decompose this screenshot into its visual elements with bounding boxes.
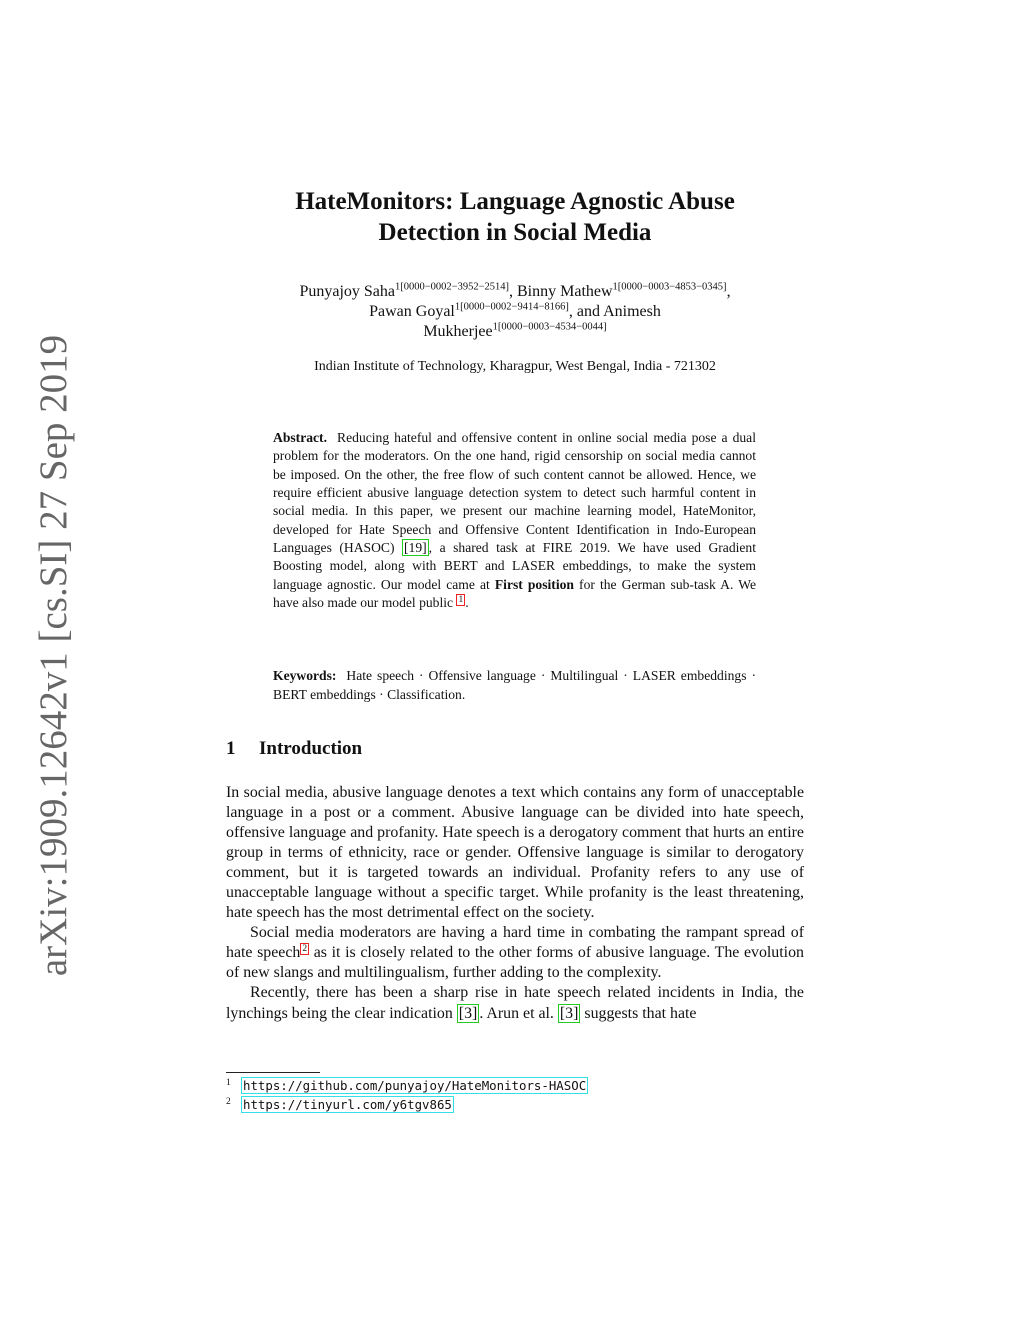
abstract-emphasis: First position xyxy=(494,576,574,592)
author-line-1 xyxy=(226,282,804,302)
title-line-2: Detection in Social Media xyxy=(378,219,652,246)
footnote-url-link[interactable]: https://github.com/punyajoy/HateMonitors-HASOC xyxy=(243,1078,587,1093)
paragraph xyxy=(226,983,804,1023)
citation-link[interactable]: [3] xyxy=(559,1004,579,1022)
abstract-text: Reducing hateful and offensive content in online social media pose a dual problem for the moderators. On the one hand, rigid censorship on social media cannot be imposed. On the other, the free flow of such content cannot be allowed. Hence, we require efficient abusive language detection system to detect such harmful content in social media. In this paper, we present our machine learning model, HateMonitor, developed for Hate Speech and Offensive Content Identification in Indo-European Languages (HASOC) xyxy=(273,430,756,556)
footnote-link[interactable]: 1 xyxy=(458,594,464,605)
author-name: Punyajoy Saha xyxy=(299,283,395,300)
keywords-label: Keywords: xyxy=(273,668,337,683)
paragraph: In social media, abusive language denotes a text which contains any form of unacceptable language in a post or a comment. Abusive language can be divided into hate speech, offensive language and profanity. Hate speech is a derogatory comment that hurts an entire group in terms of ethnicity, race or gender. Offensive language is similar to derogatory comment, but it is targeted towards an individual. Profanity refers to any use of unacceptable language without a specific target. While profanity is the least threatening, hate speech has the most detrimental effect on the society. xyxy=(226,784,804,922)
abstract-text: for the German sub-task A. We have also made our model public xyxy=(273,576,756,611)
citation-link[interactable]: [3] xyxy=(458,1004,478,1022)
keywords-text: Hate speech · Offensive language · Multilingual · LASER embeddings · BERT embeddings · Classification. xyxy=(273,668,756,702)
paragraph-text: Recently, there has been a sharp rise in hate speech related incidents in India, the lynchings being the clear indication xyxy=(226,984,804,1022)
section-number: 1 xyxy=(226,738,236,759)
author-orcid: 1[0000−0003−4534−0044] xyxy=(492,321,607,333)
title-line-1: HateMonitors: Language Agnostic Abuse xyxy=(295,188,735,215)
author-orcid: 1[0000−0002−3952−2514] xyxy=(394,281,509,293)
section-title: Introduction xyxy=(259,738,363,759)
abstract-label: Abstract. xyxy=(273,430,327,445)
author-name: Pawan Goyal xyxy=(369,303,455,320)
abstract xyxy=(273,429,756,612)
footnote-number: 2 xyxy=(226,1097,231,1107)
author-orcid: 1[0000−0003−4853−0345] xyxy=(612,281,727,293)
author-line-2 xyxy=(226,302,804,322)
author-orcid: 1[0000−0002−9414−8166] xyxy=(454,301,569,313)
footnote-number: 1 xyxy=(226,1078,231,1088)
paragraph-text: . Arun et al. xyxy=(479,1004,558,1022)
paragraph-text: suggests that hate xyxy=(580,1004,697,1022)
author-list xyxy=(226,282,804,342)
footnote-link[interactable]: 2 xyxy=(302,944,308,955)
author-name: Mukherjee xyxy=(423,323,493,340)
body-text xyxy=(226,783,804,1024)
paper-title xyxy=(240,186,790,248)
author-separator: , and Animesh xyxy=(568,303,661,320)
author-line-3 xyxy=(226,322,804,342)
paragraph-text: as it is closely related to the other forms of abusive language. The evolution of new slangs and multilingualism, further adding to the complexity. xyxy=(226,944,804,982)
abstract-text: . xyxy=(465,595,469,611)
keywords xyxy=(273,667,756,704)
paragraph xyxy=(226,923,804,983)
footnote xyxy=(226,1096,804,1115)
paragraph-text: Social media moderators are having a hard time in combating the rampant spread of hate speech xyxy=(226,924,804,962)
citation-link[interactable]: [19] xyxy=(404,540,427,556)
footnote-url-link[interactable]: https://tinyurl.com/y6tgv865 xyxy=(243,1097,452,1112)
affiliation: Indian Institute of Technology, Kharagpur, West Bengal, India - 721302 xyxy=(314,359,716,374)
section-heading xyxy=(226,738,362,760)
arxiv-stamp xyxy=(19,334,89,976)
author-separator: , xyxy=(726,283,731,300)
abstract-text: , a shared task at FIRE 2019. We have used Gradient Boosting model, along with BERT and LASER embeddings, to make the system language agnostic. Our model came at xyxy=(273,540,756,592)
footnote-divider xyxy=(226,1072,320,1073)
author-separator: , Binny Mathew xyxy=(509,283,613,300)
footnotes xyxy=(226,1077,804,1115)
arxiv-id: arXiv:1909.12642v1 [cs.SI] 27 Sep 2019 xyxy=(32,334,76,976)
footnote xyxy=(226,1077,804,1096)
